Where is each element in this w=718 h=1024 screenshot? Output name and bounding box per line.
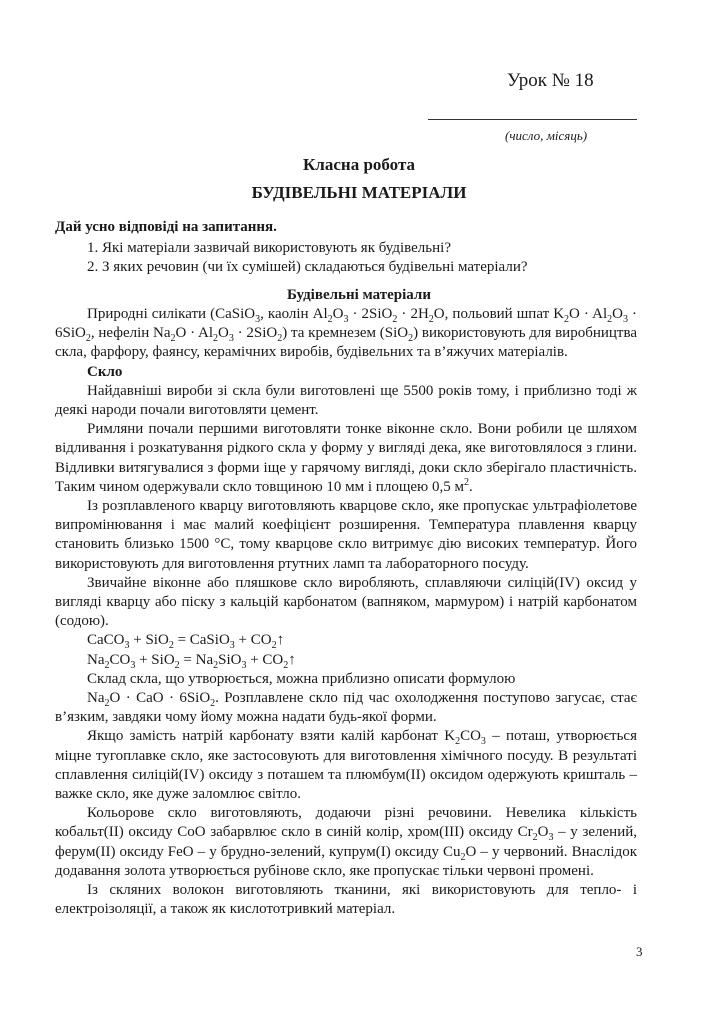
paragraph-formula: $Na_2O$ · CaO · 6SiO$_2$. Розплавлене скло під час охолодження поступово загусає, стає в’язким, завдяки чому йому можна надати будь-якої форми. [55,690,637,726]
paragraph-fibers: Із скляних волокон виготовляють тканини, які використовують для тепло- і електроізоляції, а також як кислототривкий матеріал. [55,882,637,918]
paragraph-window-glass: Звичайне віконне або пляшкове скло виробляють, сплавляючи силіцій(IV) оксид у вигляді кварцу або піску з кальцій карбонатом (вапняком, мармуром) і натрій карбонатом (содою). [55,574,637,630]
date-caption: (число, місяць) [505,128,588,143]
paragraph-history: Найдавніші вироби зі скла були виготовлені ще 5500 років тому, і приблизно тоді ж деякі народи почали виготовляти цемент. [55,382,637,419]
topic-title: БУДІВЕЛЬНІ МАТЕРІАЛИ [251,183,467,202]
paragraph-quartz: Із розплавленого кварцу виготовляють кварцове скло, яке пропускає ультрафіолетове випромінювання і має малий коефіцієнт розширення. Температура плавлення кварцу становить близько 1500 °C, тому кварцове скло витримує дію високих температур. Його використовують для виготовлення ртутних ламп та лабораторного посуду. [55,498,637,572]
question-2: 2. З яких речовин (чи їх сумішей) складаються будівельні матеріали? [87,259,528,275]
paragraph-romans: Римляни почали першими виготовляти тонке віконне скло. Вони робили це шляхом відливання і розкатування рідкого скла у форму у вигляді дека, яке виготовлялося з глини. Відливки витягувалися з форми іще у гарячому вигляді, доки скло зберігало пластичність. Таким чином одержували скло товщиною 10 мм і площею 0,5 $м^2$. [55,421,637,495]
body-text [55,305,637,920]
equation-2: $Na_2CO_3 + SiO_2 = Na_2SiO_3$ + $CO_2↑$ [87,651,296,671]
classwork-title: Класна робота [302,155,416,174]
page-number: 3 [636,944,643,959]
equation-1: CaCO$_3$ + SiO$_2$ = CaSiO$_3$ + $CO_2↑$ [87,632,285,652]
lesson-number: Урок № 18 [507,70,594,91]
date-line [428,119,637,120]
questions-heading: Дай усно відповіді на запитання. [55,219,277,235]
paragraph-composition: Склад скла, що утворюється, можна приблизно описати формулою [87,670,516,687]
paragraph-colored-glass: Кольорове скло виготовляють, додаючи різні речовини. Невелика кількість кобальт(II) оксиду CoO забарвлює скло в синій колір, хром(III) оксиду $Cr_2O_3$ – у зелений, ферум(II) оксиду FeO – у брудно-зелений, купрум(I) оксиду $Cu_2O$ – у червоний. Внаслідок додавання золота утворюється рубінове скло, яке пропускає тільки червоні промені. [55,805,637,879]
glass-heading: Скло [87,363,123,380]
section-heading: Будівельні матеріали [287,287,431,303]
paragraph-silicates: Природні силікати (CaSiO$_3$, каолін $Al_2O_3 \cdot 2SiO_2 \cdot 2H_2O$, польовий шпат $K_2O \cdot Al_2O_3 \cdot 6SiO_2$, нефелін $Na_2O \cdot Al_2O_3 \cdot 2SiO_2$) та кремнезем (SiO$_2$) використовують для виробництва скла, фарфору, фаянсу, керамічних виробів, будівельних та в’яжучих матеріалів. [55,306,637,361]
paragraph-potash: Якщо замість натрій карбонату взяти калій карбонат $K_2CO_3$ – поташ, утворюється міцне тугоплавке скло, яке застосовують для виготовлення хімічного посуду. В результаті сплавлення силіцій(IV) оксиду з поташем та плюмбум(II) оксидом одержують кришталь – важке скло, яке дуже заломлює світло. [55,728,637,803]
question-1: 1. Які матеріали зазвичай використовують як будівельні? [87,240,451,256]
